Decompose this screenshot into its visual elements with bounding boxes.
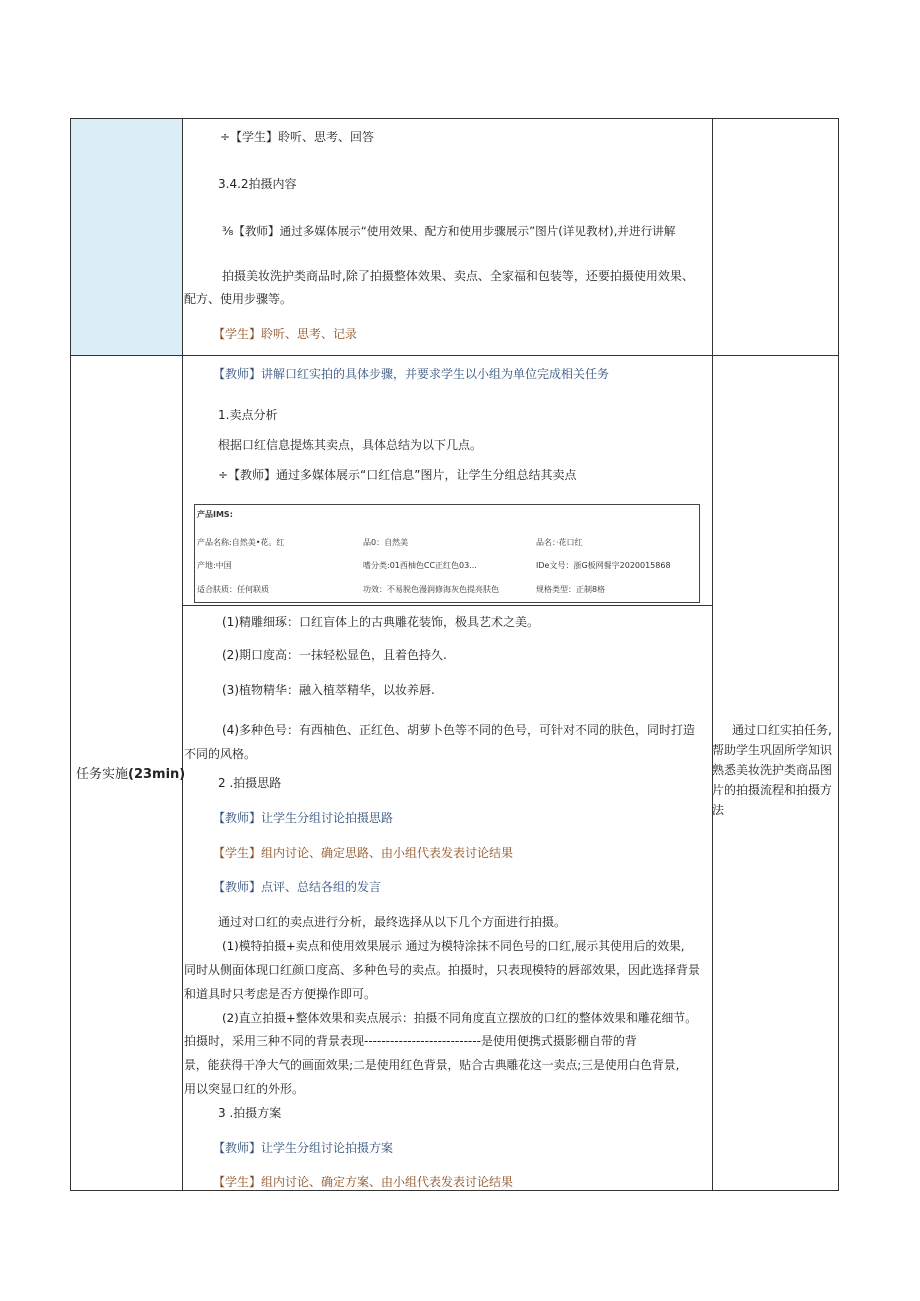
note-line: 熟悉美妆洗护类商品图 bbox=[712, 763, 833, 777]
design-intent-note bbox=[712, 720, 839, 820]
method-2-line-2: 拍摄时，采用三种不同的背景表现---------------------------是使用便携式摄影棚自带的背 bbox=[184, 1034, 637, 1048]
section-heading-2: 2 .拍摄思路 bbox=[218, 776, 282, 790]
selling-point-1: (1)精雕细琢：口红盲体上的古典雕花装饰，极具艺术之美。 bbox=[222, 615, 540, 629]
teacher-instruction-1: 【教师】讲解口红实拍的具体步骤，并要求学生以小组为单位完成相关任务 bbox=[213, 367, 610, 381]
method-2-line-4: 用以突显口红的外形。 bbox=[184, 1082, 305, 1096]
lipstick-info-image bbox=[194, 504, 700, 603]
info-title: 产品IMS: bbox=[197, 510, 233, 519]
student-line-2: 【学生】聆听、思考、记录 bbox=[213, 327, 358, 341]
section-heading-1: 1.卖点分析 bbox=[218, 408, 278, 422]
teacher-instruction-3: 【教师】让学生分组讨论拍摄思路 bbox=[213, 811, 394, 825]
info-cell: 嗜分类:01西柚色CC正红色03... bbox=[363, 561, 477, 570]
selling-point-4: (4)多种色号：有西柚色、正红色、胡萝卜色等不同的色号，可针对不同的肤色，同时打造 bbox=[222, 723, 696, 737]
student-response-1: 【学生】组内讨论、确定思路、由小组代表发表讨论结果 bbox=[213, 846, 514, 860]
student-response-2: 【学生】组内讨论、确定方案、由小组代表发表讨论结果 bbox=[213, 1175, 514, 1189]
section-heading-3: 3 .拍摄方案 bbox=[218, 1106, 282, 1120]
method-1-line-3: 和道具时只考虑是否方便操作即可。 bbox=[184, 987, 377, 1001]
info-cell: 品名：·花口红 bbox=[536, 538, 583, 547]
info-cell: 产品名称:自然美•花。红 bbox=[197, 538, 285, 547]
method-1-line-1: (1)模特拍摄+卖点和使用效果展示 通过为模特涂抹不同色号的口红,展示其使用后的效果, bbox=[222, 939, 685, 953]
method-2-line-3: 景，能获得干净大气的画面效果;二是使用红色背景，贴合古典雕花这一卖点;三是使用白色背景, bbox=[184, 1058, 680, 1072]
note-line: 法 bbox=[712, 803, 725, 817]
info-cell: IDe文号：浙G板网餐字2020015868 bbox=[536, 561, 671, 570]
selling-point-3: (3)植物精华：融入植萃精华，以妆养唇. bbox=[222, 683, 435, 697]
summary-line: 根据口红信息提炼其卖点，具体总结为以下几点。 bbox=[218, 438, 483, 452]
analysis-intro: 通过对口红的卖点进行分析，最终选择从以下几个方面进行拍摄。 bbox=[218, 915, 567, 929]
teacher-instruction-5: 【教师】让学生分组讨论拍摄方案 bbox=[213, 1141, 394, 1155]
info-cell: 品0：自然美 bbox=[363, 538, 409, 547]
selling-point-4-cont: 不同的风格。 bbox=[184, 747, 257, 761]
paragraph-line-1: 拍摄美妆洗护类商品时,除了拍摄整体效果、卖点、全家福和包装等，还要拍摄使用效果、 bbox=[222, 269, 694, 283]
note-line: 片的拍摄流程和拍摄方 bbox=[712, 783, 833, 797]
note-line: 帮助学生巩固所学知识 bbox=[712, 743, 833, 757]
column-divider-1 bbox=[182, 119, 183, 1190]
info-cell: 规格类型：正制8格 bbox=[536, 585, 606, 594]
teacher-instruction-4: 【教师】点评、总结各组的发言 bbox=[213, 880, 382, 894]
teacher-line-1: ⅜【教师】通过多媒体展示“使用效果、配方和使用步骤展示”图片(详见教材),并进行讲解 bbox=[222, 224, 676, 238]
method-2-line-1: (2)直立拍摄+整体效果和卖点展示：拍摄不同角度直立摆放的口红的整体效果和雕花细节。 bbox=[222, 1011, 697, 1025]
section-heading-342: 3.4.2拍摄内容 bbox=[218, 177, 297, 191]
teacher-instruction-2: ÷【教师】通过多媒体展示“口红信息”图片，让学生分组总结其卖点 bbox=[218, 468, 577, 482]
student-line-1: ÷【学生】聆听、思考、回答 bbox=[220, 130, 375, 144]
column-divider-2 bbox=[712, 119, 713, 1190]
info-image-divider bbox=[182, 605, 712, 606]
paragraph-line-2: 配方、使用步骤等。 bbox=[184, 292, 293, 306]
note-line: 通过口红实拍任务, bbox=[732, 723, 832, 737]
selling-point-2: (2)期口度高：一抹轻松显色，且着色持久. bbox=[222, 648, 447, 662]
row-divider bbox=[71, 355, 838, 356]
task-label: 任务实施(23min) bbox=[76, 767, 186, 782]
info-cell: 功效：不易脱色漫润修海灰色提亮肤色 bbox=[363, 585, 499, 594]
info-cell: 产地:中国 bbox=[197, 561, 232, 570]
method-1-line-2: 同时从侧面体现口红颜口度高、多种色号的卖点。拍摄时，只表现模特的唇部效果，因此选择背景 bbox=[184, 963, 701, 977]
info-cell: 适合肤质：任何联质 bbox=[197, 585, 269, 594]
label-cell-shaded bbox=[71, 119, 182, 355]
